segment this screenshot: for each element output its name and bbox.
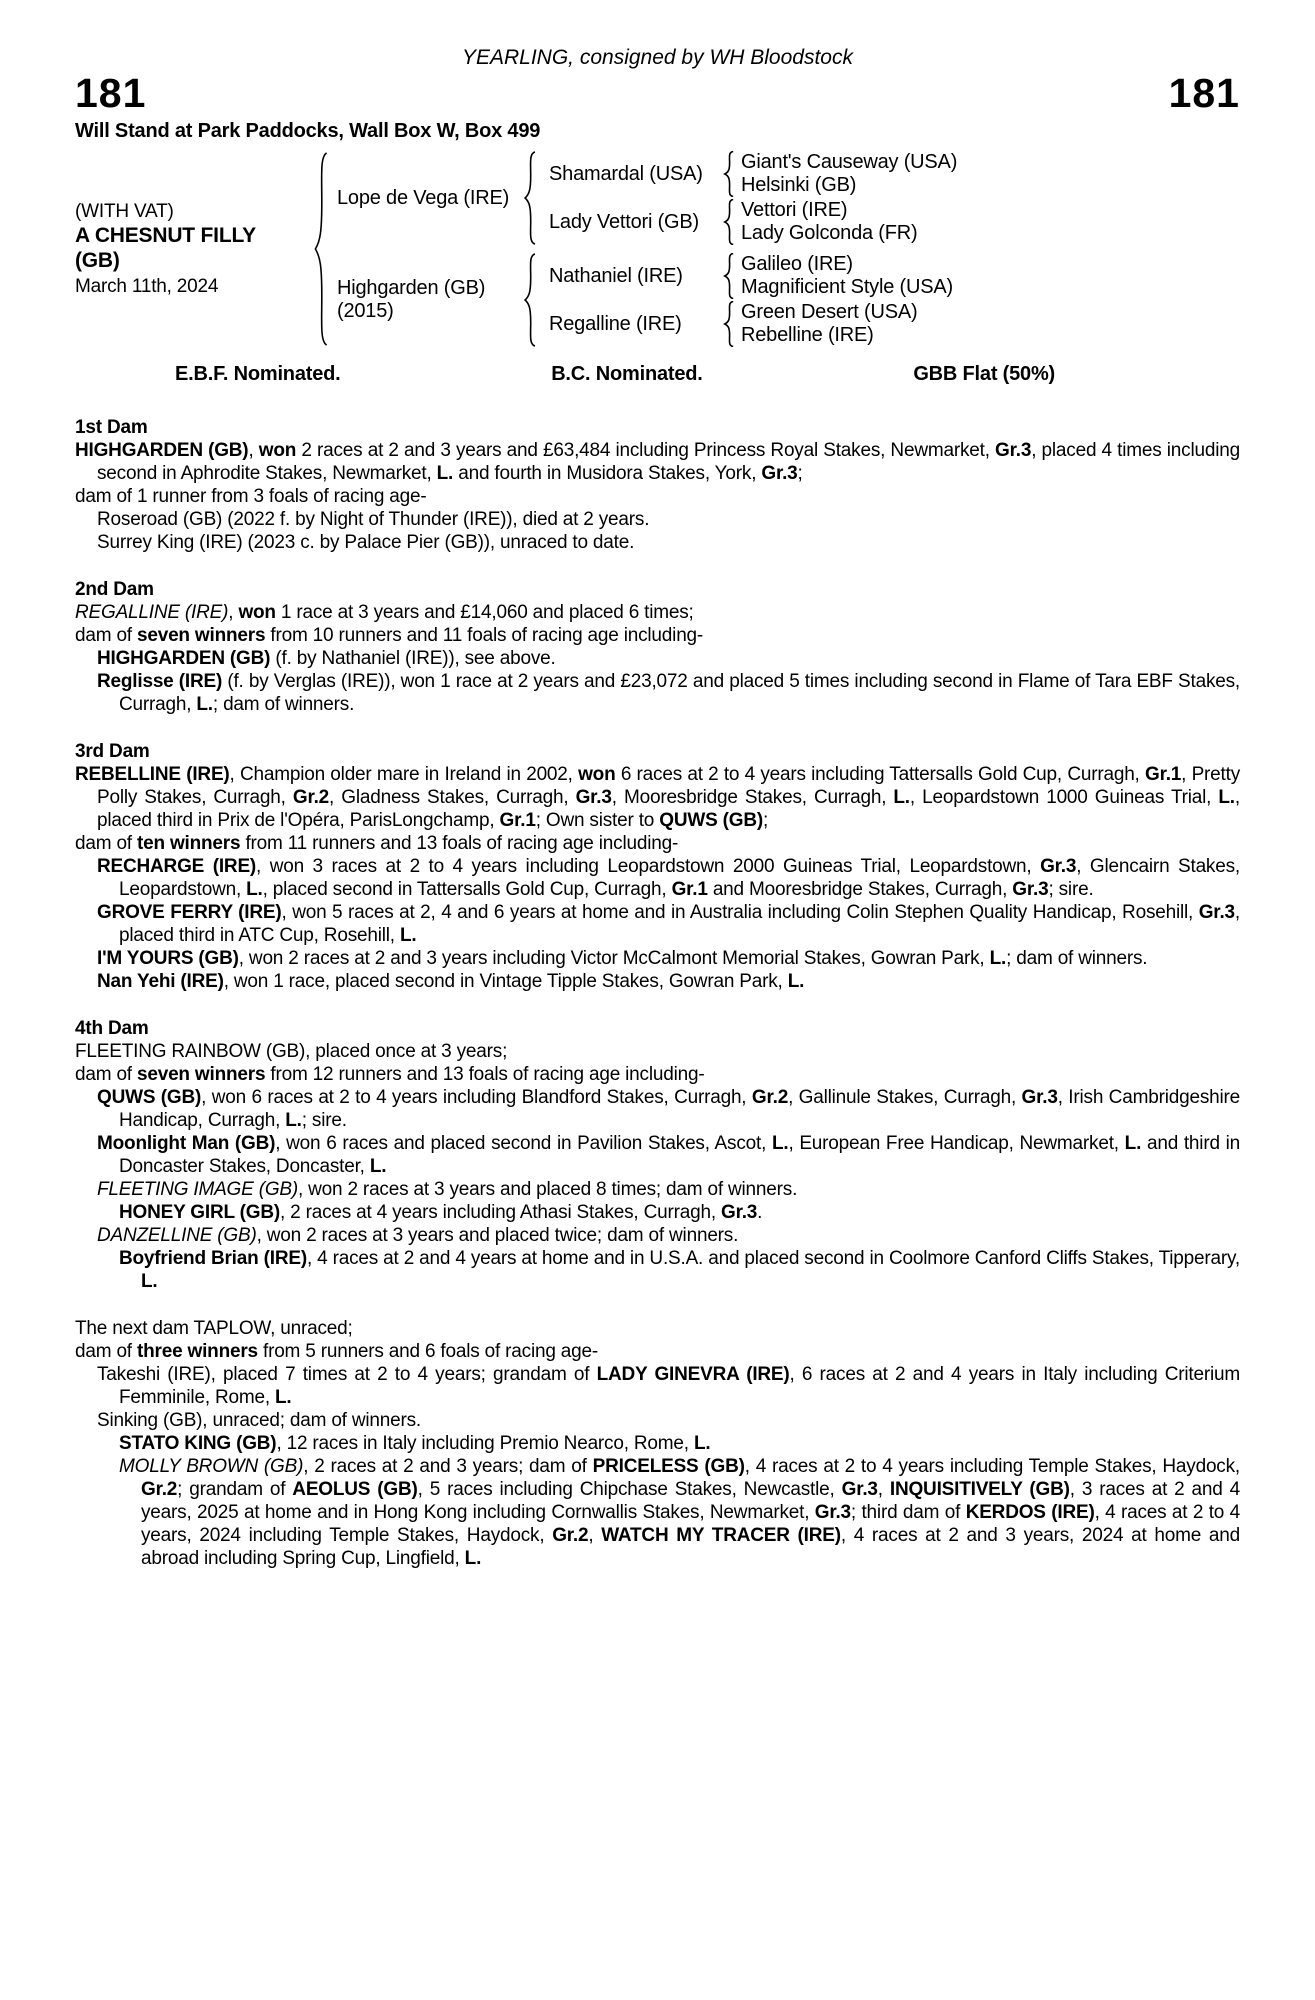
stand-location-line: Will Stand at Park Paddocks, Wall Box W, Box 499 — [75, 120, 541, 142]
text-run: WATCH MY TRACER (IRE) — [601, 1525, 841, 1546]
text-run: , placed 4 times including second in Aphrodite Stakes, Newmarket, — [97, 440, 1240, 484]
text-run: AEOLUS (GB) — [292, 1479, 418, 1500]
ancestor-name: Lady Golconda (FR) — [741, 222, 918, 244]
subject-block — [75, 200, 313, 298]
catalog-paragraph — [75, 970, 1240, 993]
text-run: Gr.1 — [1144, 764, 1182, 785]
catalog-paragraph — [75, 601, 1240, 624]
text-run: , Mooresbridge Stakes, Curragh, — [611, 787, 894, 808]
catalog-paragraph — [75, 901, 1240, 947]
text-run: and fourth in Musidora Stakes, York, — [453, 463, 762, 484]
text-run: , Gallinule Stakes, Curragh, — [788, 1087, 1022, 1108]
catalog-paragraph — [75, 1247, 1240, 1293]
brace-icon — [723, 199, 735, 245]
brace-icon — [313, 151, 329, 347]
text-run: , won 3 races at 2 to 4 years including Leopardstown 2000 Guineas Trial, Leopardstown, — [256, 856, 1041, 877]
ebf-nominated-label: E.B.F. Nominated. — [175, 363, 341, 385]
brace-icon — [723, 301, 735, 347]
dam-name-line: Highgarden (GB) — [337, 277, 486, 299]
catalog-paragraph — [75, 1432, 1240, 1455]
ancestor-name: Giant's Causeway (USA) — [741, 151, 958, 173]
bc-nominated-label: B.C. Nominated. — [551, 363, 703, 385]
subject-name: A CHESNUT FILLY — [75, 224, 256, 247]
paternal-granddam-group — [539, 199, 957, 245]
text-run: from 5 runners and 6 foals of racing age- — [257, 1341, 599, 1362]
text-run: PRICELESS (GB) — [592, 1456, 745, 1477]
text-run: from 12 runners and 13 foals of racing age including- — [265, 1064, 705, 1085]
text-run: Takeshi (IRE), placed 7 times at 2 to 4 years; grandam of — [97, 1364, 597, 1385]
text-run: L. — [369, 1156, 387, 1177]
text-run: , Irish Cambridgeshire Handicap, Curragh, — [119, 1087, 1240, 1131]
pedigree-tree — [75, 151, 1240, 347]
text-run: FLEETING IMAGE (GB) — [97, 1179, 298, 1200]
text-run: dam of — [75, 1064, 137, 1085]
text-run: Gr.3 — [761, 463, 798, 484]
catalog-paragraph — [75, 439, 1240, 485]
section-heading: 3rd Dam — [75, 741, 150, 762]
text-run: The next dam TAPLOW, unraced; — [75, 1318, 353, 1339]
text-run: , won 6 races and placed second in Pavilion Stakes, Ascot, — [275, 1133, 772, 1154]
lot-number-right: 181 — [1168, 70, 1240, 116]
paternal-granddam-name: Lady Vettori (GB) — [549, 210, 699, 233]
text-run: RECHARGE (IRE) — [97, 856, 257, 877]
text-run: ; dam of winners. — [212, 694, 355, 715]
text-run: FLEETING RAINBOW (GB), placed once at 3 years; — [75, 1041, 508, 1062]
maternal-granddam-name: Regalline (IRE) — [549, 312, 682, 335]
brace-icon — [523, 151, 537, 245]
text-run: Gr.2 — [751, 1087, 789, 1108]
text-run: Gr.2 — [141, 1479, 178, 1500]
dam-parents-column — [539, 253, 953, 347]
text-run: Gr.3 — [1040, 856, 1077, 877]
catalog-paragraph — [75, 531, 1240, 554]
text-run: , 2 races at 4 years including Athasi Stakes, Curragh, — [279, 1202, 721, 1223]
text-run: DANZELLINE (GB) — [97, 1225, 257, 1246]
ancestor-name: Rebelline (IRE) — [741, 324, 874, 346]
text-run: dam of 1 runner from 3 foals of racing age- — [75, 486, 427, 507]
catalog-paragraph — [75, 485, 1240, 508]
generation1-column — [337, 151, 957, 347]
text-run: , placed third in ATC Cup, Rosehill, — [119, 902, 1240, 946]
text-run: , Pretty Polly Stakes, Curragh, — [97, 764, 1240, 808]
sire-group — [337, 151, 957, 245]
catalog-paragraph — [75, 1132, 1240, 1178]
text-run: Nan Yehi (IRE) — [97, 971, 224, 992]
pedigree-section — [75, 1317, 1240, 1570]
text-run: seven winners — [136, 1064, 266, 1085]
text-run: dam of — [75, 833, 137, 854]
text-run: GROVE FERRY (IRE) — [97, 902, 282, 923]
pedigree-section — [75, 740, 1240, 993]
text-run: from 11 runners and 13 foals of racing age including- — [240, 833, 679, 854]
text-run: L. — [141, 1271, 158, 1292]
text-run: L. — [399, 925, 417, 946]
ancestor-name: Galileo (IRE) — [741, 253, 853, 275]
paternal-grandsire-name: Shamardal (USA) — [549, 162, 703, 185]
text-run: Surrey King (IRE) (2023 c. by Palace Pier (GB)), unraced to date. — [97, 532, 635, 553]
pedigree-section — [75, 416, 1240, 554]
text-run: (f. by Verglas (IRE)), won 1 race at 2 years and £23,072 and placed 5 times including second in Flame of Tara EBF Stakes, Curragh, — [119, 671, 1240, 715]
text-run: , 4 races at 2 to 4 years, 2024 including Temple Stakes, Haydock, — [141, 1502, 1240, 1546]
text-run: HONEY GIRL (GB) — [119, 1202, 280, 1223]
text-run: INQUISITIVELY (GB) — [889, 1479, 1070, 1500]
dam-name — [337, 277, 517, 323]
text-run: REGALLINE (IRE) — [75, 602, 229, 623]
text-run: Gr.3 — [1012, 879, 1049, 900]
brace-icon — [523, 253, 537, 347]
text-run: ; third dam of — [850, 1502, 966, 1523]
text-run: Gr.3 — [841, 1479, 878, 1500]
catalog-paragraph — [75, 1063, 1240, 1086]
catalog-paragraph — [75, 1201, 1240, 1224]
text-run: and Mooresbridge Stakes, Curragh, — [707, 879, 1013, 900]
gbb-flat-label: GBB Flat (50%) — [913, 363, 1055, 385]
text-run: , 3 races at 2 and 4 years, 2025 at home and in Hong Kong including Cornwallis Stakes, Newmarket, — [141, 1479, 1240, 1523]
pedigree-section — [75, 1017, 1240, 1293]
maternal-grandsire-group — [539, 253, 953, 299]
text-run: L. — [1218, 787, 1235, 808]
catalog-paragraph — [75, 832, 1240, 855]
text-run: , 5 races including Chipchase Stakes, Newcastle, — [417, 1479, 842, 1500]
text-run: , 4 races at 2 and 3 years, 2024 at home and abroad including Spring Cup, Lingfield, — [141, 1525, 1240, 1569]
lot-number-left: 181 — [75, 70, 147, 116]
text-run: won — [578, 764, 616, 785]
catalog-sections — [75, 416, 1240, 1570]
pedigree-section — [75, 578, 1240, 716]
text-run: , 4 races at 2 and 4 years at home and in U.S.A. and placed second in Coolmore Canford Cliffs Stakes, Tipperary, — [306, 1248, 1240, 1269]
catalog-paragraph — [75, 1363, 1240, 1409]
text-run: , Gladness Stakes, Curragh, — [329, 787, 576, 808]
text-run: , won 1 race, placed second in Vintage Tipple Stakes, Gowran Park, — [223, 971, 788, 992]
text-run: seven winners — [136, 625, 266, 646]
text-run: QUWS (GB) — [97, 1087, 202, 1108]
text-run: , 6 races at 2 and 4 years in Italy including Criterium Femminile, Rome, — [119, 1364, 1240, 1408]
text-run: Boyfriend Brian (IRE) — [119, 1248, 307, 1269]
text-run: ; sire. — [1048, 879, 1094, 900]
text-run: and third in Doncaster Stakes, Doncaster, — [119, 1133, 1240, 1177]
text-run: won — [258, 440, 297, 461]
subject-suffix: (GB) — [75, 249, 120, 272]
text-run: HIGHGARDEN (GB) — [97, 648, 271, 669]
great-grandparents — [741, 151, 957, 197]
text-run: Gr.3 — [995, 440, 1032, 461]
text-run: REBELLINE (IRE) — [75, 764, 230, 785]
text-run: L. — [196, 694, 213, 715]
text-run: Gr.2 — [292, 787, 330, 808]
text-run: ; dam of winners. — [1006, 948, 1148, 969]
text-run: 2 races at 2 and 3 years and £63,484 including Princess Royal Stakes, Newmarket, — [296, 440, 996, 461]
nominations-row — [175, 363, 1055, 386]
text-run: L. — [893, 787, 910, 808]
text-run: L. — [771, 1133, 789, 1154]
text-run: from 10 runners and 11 foals of racing age including- — [265, 625, 704, 646]
ancestor-name: Helsinki (GB) — [741, 174, 857, 196]
catalog-paragraph — [75, 1086, 1240, 1132]
text-run: LADY GINEVRA (IRE) — [596, 1364, 790, 1385]
lot-number-row — [75, 72, 1240, 118]
great-grandparents — [741, 199, 917, 245]
text-run: , won 2 races at 3 years and placed 8 times; dam of winners. — [298, 1179, 798, 1200]
text-run: , European Free Handicap, Newmarket, — [788, 1133, 1125, 1154]
text-run: , Leopardstown 1000 Guineas Trial, — [909, 787, 1219, 808]
catalog-paragraph — [75, 647, 1240, 670]
text-run: L. — [246, 879, 263, 900]
catalog-paragraph — [75, 855, 1240, 901]
text-run: L. — [464, 1548, 482, 1569]
sire-name: Lope de Vega (IRE) — [337, 186, 510, 209]
foaling-date: March 11th, 2024 — [75, 276, 219, 297]
text-run: Gr.3 — [1198, 902, 1235, 923]
text-run: . — [757, 1202, 763, 1223]
maternal-granddam-group — [539, 301, 953, 347]
text-run: 1 race at 3 years and £14,060 and placed 6 times; — [275, 602, 694, 623]
text-run: , 12 races in Italy including Premio Nearco, Rome, — [276, 1433, 694, 1454]
text-run: L. — [693, 1433, 711, 1454]
text-run: , Glencairn Stakes, Leopardstown, — [119, 856, 1240, 900]
catalog-paragraph — [75, 1340, 1240, 1363]
maternal-grandsire-name: Nathaniel (IRE) — [549, 264, 683, 287]
text-run: ; — [797, 463, 803, 484]
text-run: Gr.3 — [721, 1202, 758, 1223]
text-run: , placed second in Tattersalls Gold Cup, Curragh, — [262, 879, 672, 900]
sire-parents-column — [539, 151, 957, 245]
text-run: MOLLY BROWN (GB) — [119, 1456, 304, 1477]
text-run: Gr.3 — [575, 787, 612, 808]
text-run: L. — [787, 971, 805, 992]
section-heading: 1st Dam — [75, 417, 148, 438]
catalog-paragraph — [75, 508, 1240, 531]
great-grandparents — [741, 253, 953, 299]
text-run: KERDOS (IRE) — [965, 1502, 1095, 1523]
text-run: , — [588, 1525, 602, 1546]
catalog-paragraph — [75, 1178, 1240, 1201]
catalog-paragraph — [75, 1224, 1240, 1247]
catalog-paragraph — [75, 947, 1240, 970]
catalog-paragraph — [75, 1317, 1240, 1340]
text-run: ten winners — [136, 833, 241, 854]
text-run: won — [238, 602, 276, 623]
text-run: 6 races at 2 to 4 years including Tattersalls Gold Cup, Curragh, — [615, 764, 1145, 785]
ancestor-name: Vettori (IRE) — [741, 199, 848, 221]
text-run: L. — [275, 1387, 292, 1408]
ancestor-name: Magnificient Style (USA) — [741, 276, 953, 298]
text-run: L. — [436, 463, 454, 484]
text-run: Gr.1 — [499, 810, 536, 831]
ancestor-name: Green Desert (USA) — [741, 301, 918, 323]
text-run: Reglisse (IRE) — [97, 671, 223, 692]
catalog-paragraph — [75, 1040, 1240, 1063]
text-run: (f. by Nathaniel (IRE)), see above. — [270, 648, 556, 669]
text-run: , — [248, 440, 259, 461]
text-run: dam of — [75, 625, 137, 646]
text-run: ; sire. — [301, 1110, 347, 1131]
text-run: Roseroad (GB) (2022 f. by Night of Thunder (IRE)), died at 2 years. — [97, 509, 650, 530]
dam-year-line: (2015) — [337, 300, 394, 322]
text-run: , 2 races at 2 and 3 years; dam of — [303, 1456, 593, 1477]
text-run: ; Own sister to — [535, 810, 660, 831]
masthead-title: YEARLING, consigned by WH Bloodstock — [461, 46, 853, 69]
section-heading: 2nd Dam — [75, 579, 154, 600]
text-run: three winners — [136, 1341, 258, 1362]
text-run: , — [228, 602, 239, 623]
text-run: Sinking (GB), unraced; dam of winners. — [97, 1410, 421, 1431]
vat-note: (WITH VAT) — [75, 201, 174, 222]
text-run: , won 5 races at 2, 4 and 6 years at home and in Australia including Colin Stephen Quality Handicap, Rosehill, — [281, 902, 1199, 923]
catalog-paragraph — [75, 670, 1240, 716]
text-run: , won 2 races at 3 years and placed twice; dam of winners. — [256, 1225, 739, 1246]
great-grandparents — [741, 301, 917, 347]
text-run: Moonlight Man (GB) — [97, 1133, 276, 1154]
text-run: , placed third in Prix de l'Opéra, ParisLongchamp, — [97, 787, 1240, 831]
text-run: HIGHGARDEN (GB) — [75, 440, 249, 461]
text-run: Gr.2 — [552, 1525, 589, 1546]
text-run: L. — [989, 948, 1007, 969]
catalog-paragraph — [75, 1455, 1240, 1570]
text-run: Gr.3 — [1021, 1087, 1058, 1108]
text-run: L. — [285, 1110, 302, 1131]
dam-group — [337, 253, 957, 347]
paternal-grandsire-group — [539, 151, 957, 197]
text-run: , won 2 races at 2 and 3 years including Victor McCalmont Memorial Stakes, Gowran Park, — [238, 948, 990, 969]
text-run: dam of — [75, 1341, 137, 1362]
catalog-paragraph — [75, 1409, 1240, 1432]
text-run: , 4 races at 2 to 4 years including Temple Stakes, Haydock, — [744, 1456, 1240, 1477]
text-run: , Champion older mare in Ireland in 2002, — [229, 764, 579, 785]
catalog-paragraph — [75, 624, 1240, 647]
brace-icon — [723, 151, 735, 197]
text-run: I'M YOURS (GB) — [97, 948, 239, 969]
text-run: , — [877, 1479, 890, 1500]
section-heading: 4th Dam — [75, 1018, 149, 1039]
catalog-paragraph — [75, 763, 1240, 832]
text-run: L. — [1124, 1133, 1142, 1154]
text-run: Gr.1 — [671, 879, 708, 900]
text-run: Gr.3 — [814, 1502, 851, 1523]
brace-icon — [723, 253, 735, 299]
text-run: ; — [762, 810, 769, 831]
text-run: ; grandam of — [177, 1479, 293, 1500]
text-run: QUWS (GB) — [659, 810, 763, 831]
text-run: , won 6 races at 2 to 4 years including Blandford Stakes, Curragh, — [201, 1087, 752, 1108]
text-run: STATO KING (GB) — [119, 1433, 277, 1454]
